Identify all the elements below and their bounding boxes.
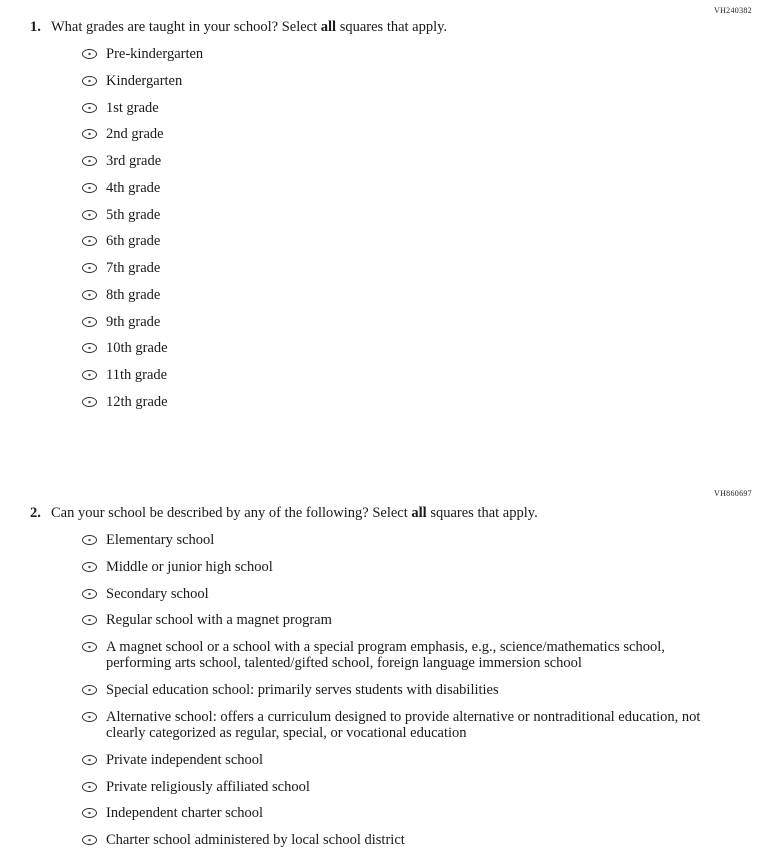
option-row[interactable] bbox=[82, 153, 710, 169]
option-label: 7th grade bbox=[106, 260, 161, 277]
option-label: Private independent school bbox=[106, 751, 264, 768]
option-row[interactable] bbox=[82, 832, 710, 848]
question-1-id-code: VH240382 bbox=[714, 6, 752, 15]
option-label: 10th grade bbox=[106, 340, 168, 357]
oval-response-icon[interactable] bbox=[82, 129, 97, 139]
prompt-text-bold: all bbox=[320, 19, 337, 35]
option-row[interactable] bbox=[82, 586, 710, 602]
option-row[interactable] bbox=[82, 260, 710, 276]
oval-response-icon[interactable] bbox=[82, 210, 97, 220]
option-row[interactable] bbox=[82, 100, 710, 116]
option-label: Special education school: primarily serves students with disabilities bbox=[106, 682, 499, 699]
option-label: A magnet school or a school with a special program emphasis, e.g., science/mathematics school, performing arts school, talented/gifted school, foreign language immersion school bbox=[106, 639, 665, 672]
option-label: Charter school administered by local school district bbox=[106, 831, 405, 848]
oval-response-icon[interactable] bbox=[82, 370, 97, 380]
oval-response-icon[interactable] bbox=[82, 642, 97, 652]
option-label: Middle or junior high school bbox=[106, 558, 273, 575]
option-label: 9th grade bbox=[106, 313, 161, 330]
option-label: 6th grade bbox=[106, 233, 161, 250]
question-2-block bbox=[30, 505, 754, 848]
option-row[interactable] bbox=[82, 752, 710, 768]
option-label: Pre-kindergarten bbox=[106, 46, 204, 63]
prompt-text-after: squares that apply. bbox=[426, 505, 538, 521]
option-row[interactable] bbox=[82, 779, 710, 795]
option-label: Regular school with a magnet program bbox=[106, 612, 332, 629]
option-label: 3rd grade bbox=[106, 153, 162, 170]
oval-response-icon[interactable] bbox=[82, 712, 97, 722]
oval-response-icon[interactable] bbox=[82, 290, 97, 300]
question-2-text bbox=[51, 505, 538, 522]
option-row[interactable] bbox=[82, 126, 710, 142]
oval-response-icon[interactable] bbox=[82, 615, 97, 625]
option-row[interactable] bbox=[82, 709, 710, 741]
oval-response-icon[interactable] bbox=[82, 589, 97, 599]
prompt-text-before: What grades are taught in your school? Select bbox=[51, 19, 321, 35]
oval-response-icon[interactable] bbox=[82, 49, 97, 59]
question-1-block bbox=[30, 19, 754, 410]
oval-response-icon[interactable] bbox=[82, 808, 97, 818]
option-label: 5th grade bbox=[106, 206, 161, 223]
oval-response-icon[interactable] bbox=[82, 685, 97, 695]
option-row[interactable] bbox=[82, 559, 710, 575]
option-row[interactable] bbox=[82, 314, 710, 330]
option-row[interactable] bbox=[82, 207, 710, 223]
option-row[interactable] bbox=[82, 287, 710, 303]
option-row[interactable] bbox=[82, 73, 710, 89]
option-row[interactable] bbox=[82, 612, 710, 628]
oval-response-icon[interactable] bbox=[82, 397, 97, 407]
option-row[interactable] bbox=[82, 532, 710, 548]
question-2-options bbox=[82, 532, 710, 848]
option-label: Secondary school bbox=[106, 585, 209, 602]
option-row[interactable] bbox=[82, 180, 710, 196]
question-1-prompt bbox=[30, 19, 754, 36]
oval-response-icon[interactable] bbox=[82, 835, 97, 845]
oval-response-icon[interactable] bbox=[82, 183, 97, 193]
option-label: Alternative school: offers a curriculum designed to provide alternative or nontraditional education, not clearly categorized as regular, special, or vocational education bbox=[106, 708, 701, 742]
oval-response-icon[interactable] bbox=[82, 103, 97, 113]
option-row[interactable] bbox=[82, 394, 710, 410]
oval-response-icon[interactable] bbox=[82, 317, 97, 327]
question-1-options bbox=[82, 46, 710, 410]
question-2-number: 2. bbox=[30, 505, 41, 521]
option-label: 8th grade bbox=[106, 286, 161, 303]
option-label: 12th grade bbox=[106, 393, 168, 410]
oval-response-icon[interactable] bbox=[82, 755, 97, 765]
option-label: Independent charter school bbox=[106, 805, 264, 822]
option-row[interactable] bbox=[82, 682, 710, 698]
option-label: Private religiously affiliated school bbox=[106, 778, 310, 795]
question-2-prompt bbox=[30, 505, 754, 522]
question-1-text bbox=[51, 19, 447, 36]
option-label: 11th grade bbox=[106, 366, 168, 383]
option-row[interactable] bbox=[82, 340, 710, 356]
prompt-text-before: Can your school be described by any of the following? Select bbox=[51, 505, 412, 521]
option-label: Kindergarten bbox=[106, 72, 183, 89]
oval-response-icon[interactable] bbox=[82, 562, 97, 572]
oval-response-icon[interactable] bbox=[82, 156, 97, 166]
oval-response-icon[interactable] bbox=[82, 263, 97, 273]
option-row[interactable] bbox=[82, 639, 710, 671]
question-2-id-code: VH860697 bbox=[714, 489, 752, 498]
option-row[interactable] bbox=[82, 367, 710, 383]
option-row[interactable] bbox=[82, 233, 710, 249]
option-label: 2nd grade bbox=[106, 126, 164, 143]
oval-response-icon[interactable] bbox=[82, 343, 97, 353]
prompt-text-bold: all bbox=[411, 505, 427, 521]
oval-response-icon[interactable] bbox=[82, 782, 97, 792]
prompt-text-after: squares that apply. bbox=[336, 19, 448, 35]
option-label: Elementary school bbox=[106, 532, 215, 549]
option-label: 1st grade bbox=[106, 99, 159, 116]
option-row[interactable] bbox=[82, 805, 710, 821]
option-row[interactable] bbox=[82, 46, 710, 62]
oval-response-icon[interactable] bbox=[82, 76, 97, 86]
option-label: 4th grade bbox=[106, 179, 161, 196]
oval-response-icon[interactable] bbox=[82, 236, 97, 246]
question-1-number: 1. bbox=[30, 19, 41, 35]
oval-response-icon[interactable] bbox=[82, 535, 97, 545]
